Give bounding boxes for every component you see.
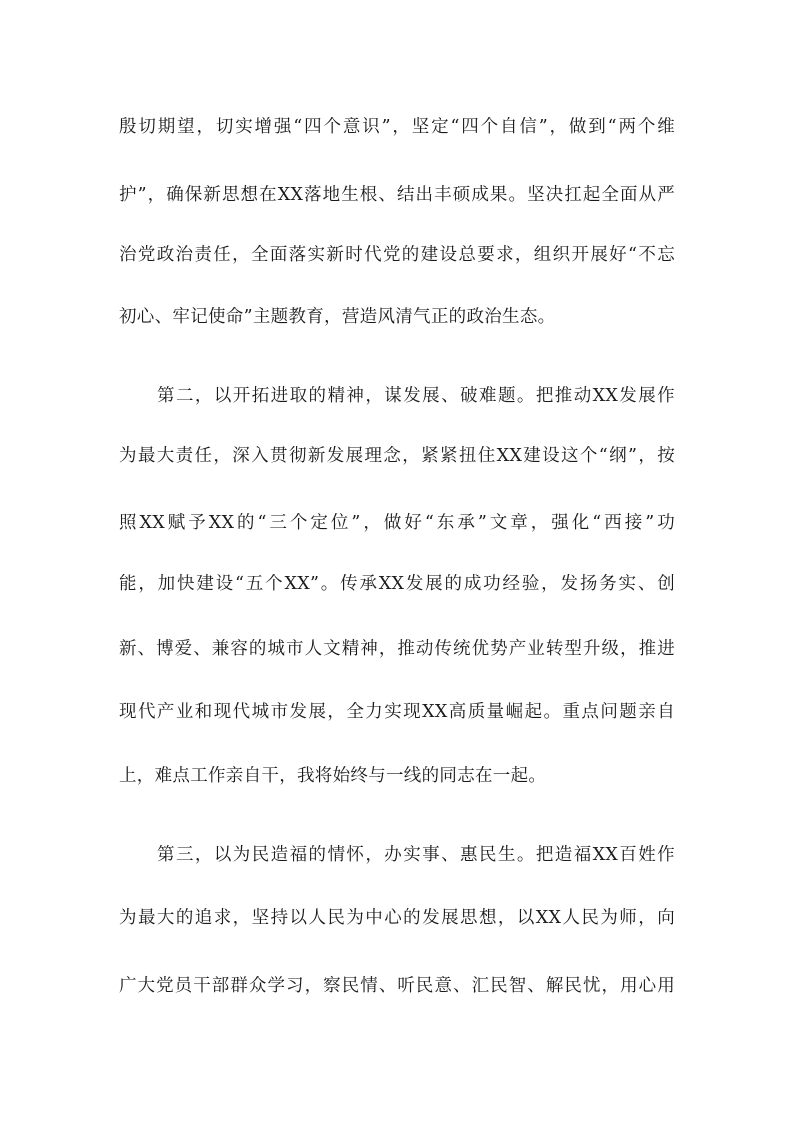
- text-line: 广大党员干部群众学习，察民情、听民意、汇民智、解民忧，用心用: [119, 976, 675, 996]
- text-line: 上，难点工作亲自干，我将始终与一线的同志在一起。: [119, 766, 547, 786]
- text-line: 为最大的追求，坚持以人民为中心的发展思想，以XX人民为师，向: [119, 908, 675, 928]
- text-line: 现代产业和现代城市发展，全力实现XX高质量崛起。重点问题亲自: [119, 702, 675, 722]
- text-line: 照XX赋予XX的“三个定位”，做好“东承”文章，强化“西接”功: [119, 513, 675, 533]
- text-line: 殷切期望，切实增强“四个意识”，坚定“四个自信”，做到“两个维: [119, 117, 675, 137]
- text-line: 为最大责任，深入贯彻新发展理念，紧紧扭住XX建设这个“纲”，按: [119, 446, 675, 466]
- paragraph-start-line: 第三，以为民造福的情怀，办实事、惠民生。把造福XX百姓作: [157, 845, 675, 865]
- text-line: 护”，确保新思想在XX落地生根、结出丰硕成果。坚决扛起全面从严: [119, 185, 675, 205]
- text-line: 新、博爱、兼容的城市人文精神，推动传统优势产业转型升级，推进: [119, 639, 675, 659]
- text-line: 初心、牢记使命”主题教育，营造风清气正的政治生态。: [119, 307, 556, 327]
- paragraph-start-line: 第二，以开拓进取的精神，谋发展、破难题。把推动XX发展作: [157, 386, 675, 406]
- text-line: 治党政治责任，全面落实新时代党的建设总要求，组织开展好“不忘: [119, 245, 675, 265]
- text-line: 能，加快建设“五个XX”。传承XX发展的成功经验，发扬务实、创: [119, 574, 675, 594]
